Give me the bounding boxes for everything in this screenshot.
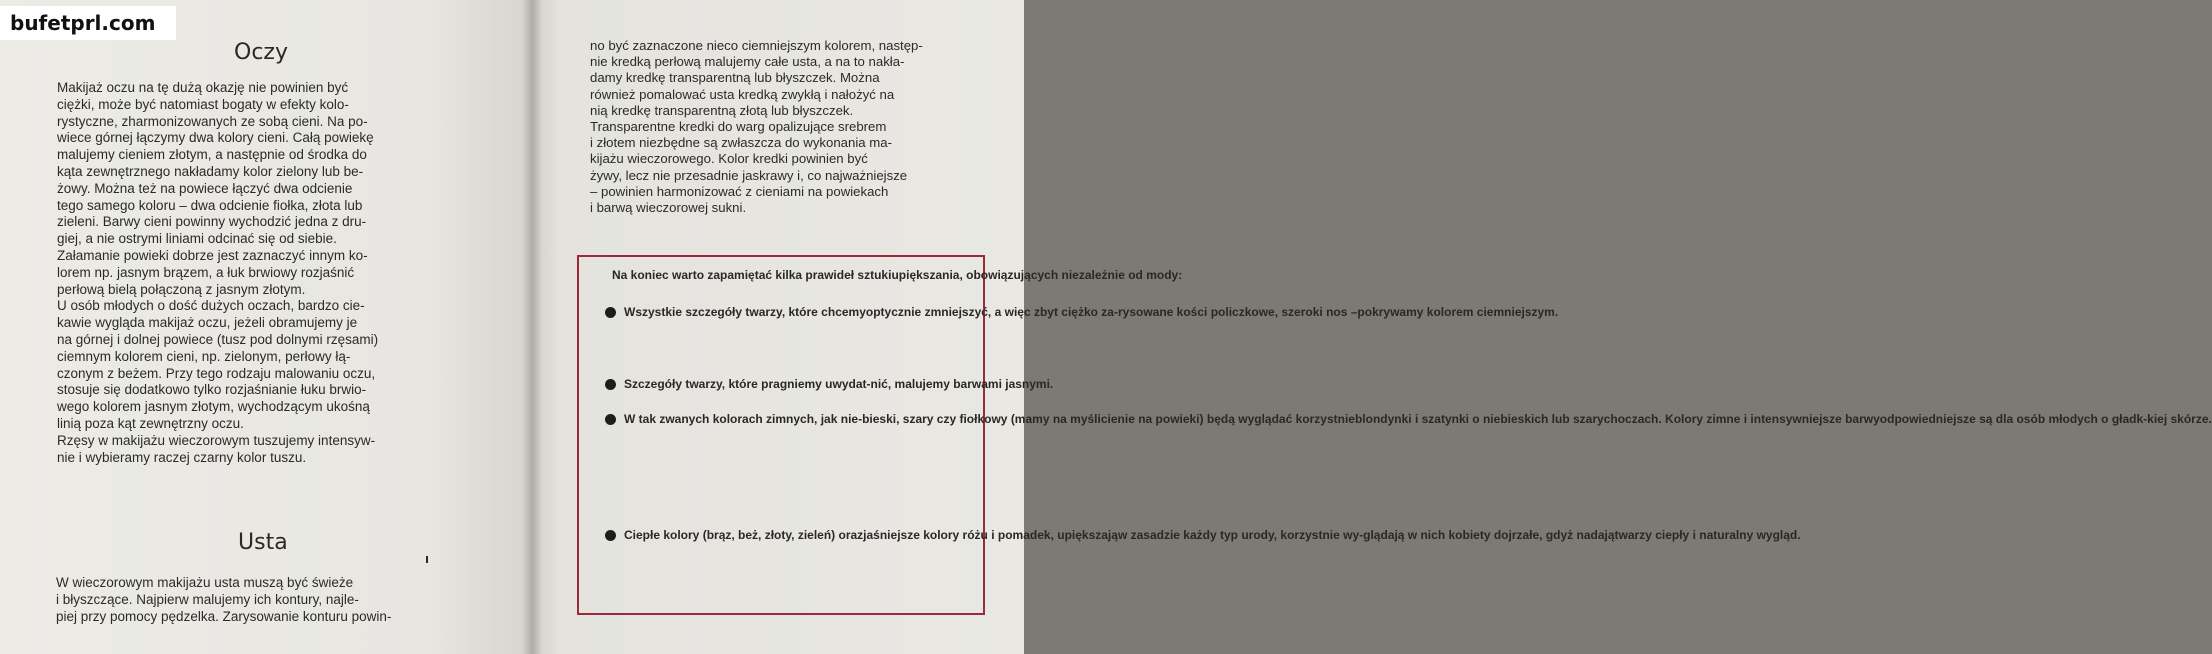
text-line: – powinien harmonizować z cieniami na powiekach [590,183,889,199]
text-line: Makijaż oczu na tę dużą okazję nie powinien być [57,80,349,95]
text-line: rysowane kości policzkowe, szeroki nos – [1117,305,1358,319]
text-line: Rzęsy w makijażu wieczorowym tuszujemy intensyw- [57,432,376,448]
text-line: jaśniejsze kolory różu i pomadek, upiększają [863,528,1118,542]
text-line: wego kolorem jasnym złotym, wychodzącym ukośną [57,399,370,415]
text-line: bieski, szary czy fiołkowy (mamy na myśli [862,412,1101,426]
text-line: upiększania, obowiązujących niezależnie od mody: [891,268,1183,282]
tips-list-item [624,305,1558,320]
text-line: glądają w nich kobiety dojrzałe, gdyż nadają [1363,528,1615,542]
text-line: Na koniec warto zapamiętać kilka prawideł sztuki [612,268,892,282]
text-line: i złotem niezbędne są zwłaszcza do wykonania ma- [590,135,892,151]
usta-paragraph [56,575,391,625]
text-line: U osób młodych o dość dużych oczach, bardzo cie- [57,298,365,314]
text-line: Szczegóły twarzy, które pragniemy uwydat- [624,377,871,391]
text-line: żywy, lecz nie przesadnie jaskrawy i, co najważniejsze [590,167,908,183]
text-line: giej, a nie ostrymi liniami odcinać się od siebie. [57,231,337,247]
watermark-label: bufetprl.com [0,6,176,40]
text-line: oczach. Kolory zimne i intensywniejsze barwy [1617,412,1880,426]
book-spine [522,0,542,654]
text-line: na górnej i dolnej powiece (tusz pod dolnymi rzęsami) [57,331,379,347]
text-line: pokrywamy kolorem ciemniejszym. [1357,305,1559,319]
text-line: malujemy cieniem złotym, a następnie od środka do [57,147,367,163]
text-line: kąta zewnętrznego nakładamy kolor zielony lub be- [57,163,364,179]
ink-mark [426,556,428,563]
text-line: ciężki, może być natomiast bogaty w efekty kolo- [57,96,349,112]
text-line: lorem np. jasnym brązem, a łuk brwiowy rozjaśnić [57,264,355,280]
bullet-icon [605,379,616,390]
heading-oczy: Oczy [234,40,288,65]
text-line: Wszystkie szczegóły twarzy, które chcemy [624,305,866,319]
text-line: nie kredką perłową malujemy całe usta, a na to nakła- [590,54,905,70]
text-line: W tak zwanych kolorach zimnych, jak nie- [624,412,863,426]
text-line: perłową bielą połączoną z jasnym złotym. [57,281,306,297]
text-line: kijażu wieczorowego. Kolor kredki powinien być [590,151,868,167]
text-line: stosuje się dodatkowo tylko rozjaśnianie łuku brwio- [57,382,367,398]
right-paragraph [590,38,923,216]
text-line: twarzy ciepły i naturalny wygląd. [1614,528,1801,542]
text-line: nie i wybieramy raczej czarny kolor tuszu. [57,449,307,465]
text-line: w zasadzie każdy typ urody, korzystnie wy- [1117,528,1364,542]
text-line: kiej skórze. [2147,412,2212,426]
text-line: Transparentne kredki do warg opalizujące srebrem [590,119,887,135]
text-line: optycznie zmniejszyć, a więc zbyt ciężko za- [865,305,1118,319]
text-line: rystyczne, zharmonizowanych ze sobą cieni. Na po- [57,113,368,129]
text-line: wiece górnej łączymy dwa kolory cieni. Całą powiekę [57,130,374,146]
text-line: również pomalować usta kredką zwykłą i nałożyć na [590,86,895,102]
heading-usta: Usta [238,530,288,555]
text-line: Ciepłe kolory (brąz, beż, złoty, zieleń) oraz [624,528,864,542]
text-line: tego samego koloru – dwa odcienie fiołka, złota lub [57,197,363,213]
text-line: nią kredkę transparentną złotą lub błyszczek. [590,102,854,118]
bullet-icon [605,414,616,425]
text-line: piej przy pomocy pędzelka. Zarysowanie konturu powin- [56,608,392,624]
text-line: no być zaznaczone nieco ciemniejszym kolorem, następ- [590,38,923,53]
text-line: ciemnym kolorem cieni, np. zielonym, perłowy łą- [57,348,351,364]
text-line: cienie na powieki) będą wyglądać korzystnie [1100,412,1355,426]
text-line: i barwą wieczorowej sukni. [590,200,747,216]
bullet-icon [605,530,616,541]
text-line: czonym z beżem. Przy tego rodzaju malowaniu oczu, [57,365,376,381]
text-line: i błyszczące. Najpierw malujemy ich kontury, najle- [56,591,359,607]
text-line: odpowiedniejsze są dla osób młodych o gładk- [1879,412,2148,426]
bullet-icon [605,307,616,318]
text-line: damy kredkę transparentną lub błyszczek. Można [590,70,880,86]
text-line: nić, malujemy barwami jasnymi. [870,377,1054,391]
text-line: żowy. Można też na powiece łączyć dwa odcienie [57,180,353,196]
text-line: linią poza kąt zewnętrzny oczu. [57,415,244,431]
tips-list-item [624,377,1053,392]
tips-list-item [624,412,2212,427]
tips-box-intro [612,268,1182,283]
oczy-paragraph [57,80,378,466]
text-line: blondynki i szatynki o niebieskich lub szarych [1354,412,1618,426]
text-line: zieleni. Barwy cieni powinny wychodzić jedna z dru- [57,214,367,230]
text-line: kawie wygląda makijaż oczu, jeżeli obramujemy je [57,315,358,331]
text-line: W wieczorowym makijażu usta muszą być świeże [56,575,354,590]
text-line: Załamanie powieki dobrze jest zaznaczyć innym ko- [57,247,368,263]
tips-list-item [624,528,1801,543]
